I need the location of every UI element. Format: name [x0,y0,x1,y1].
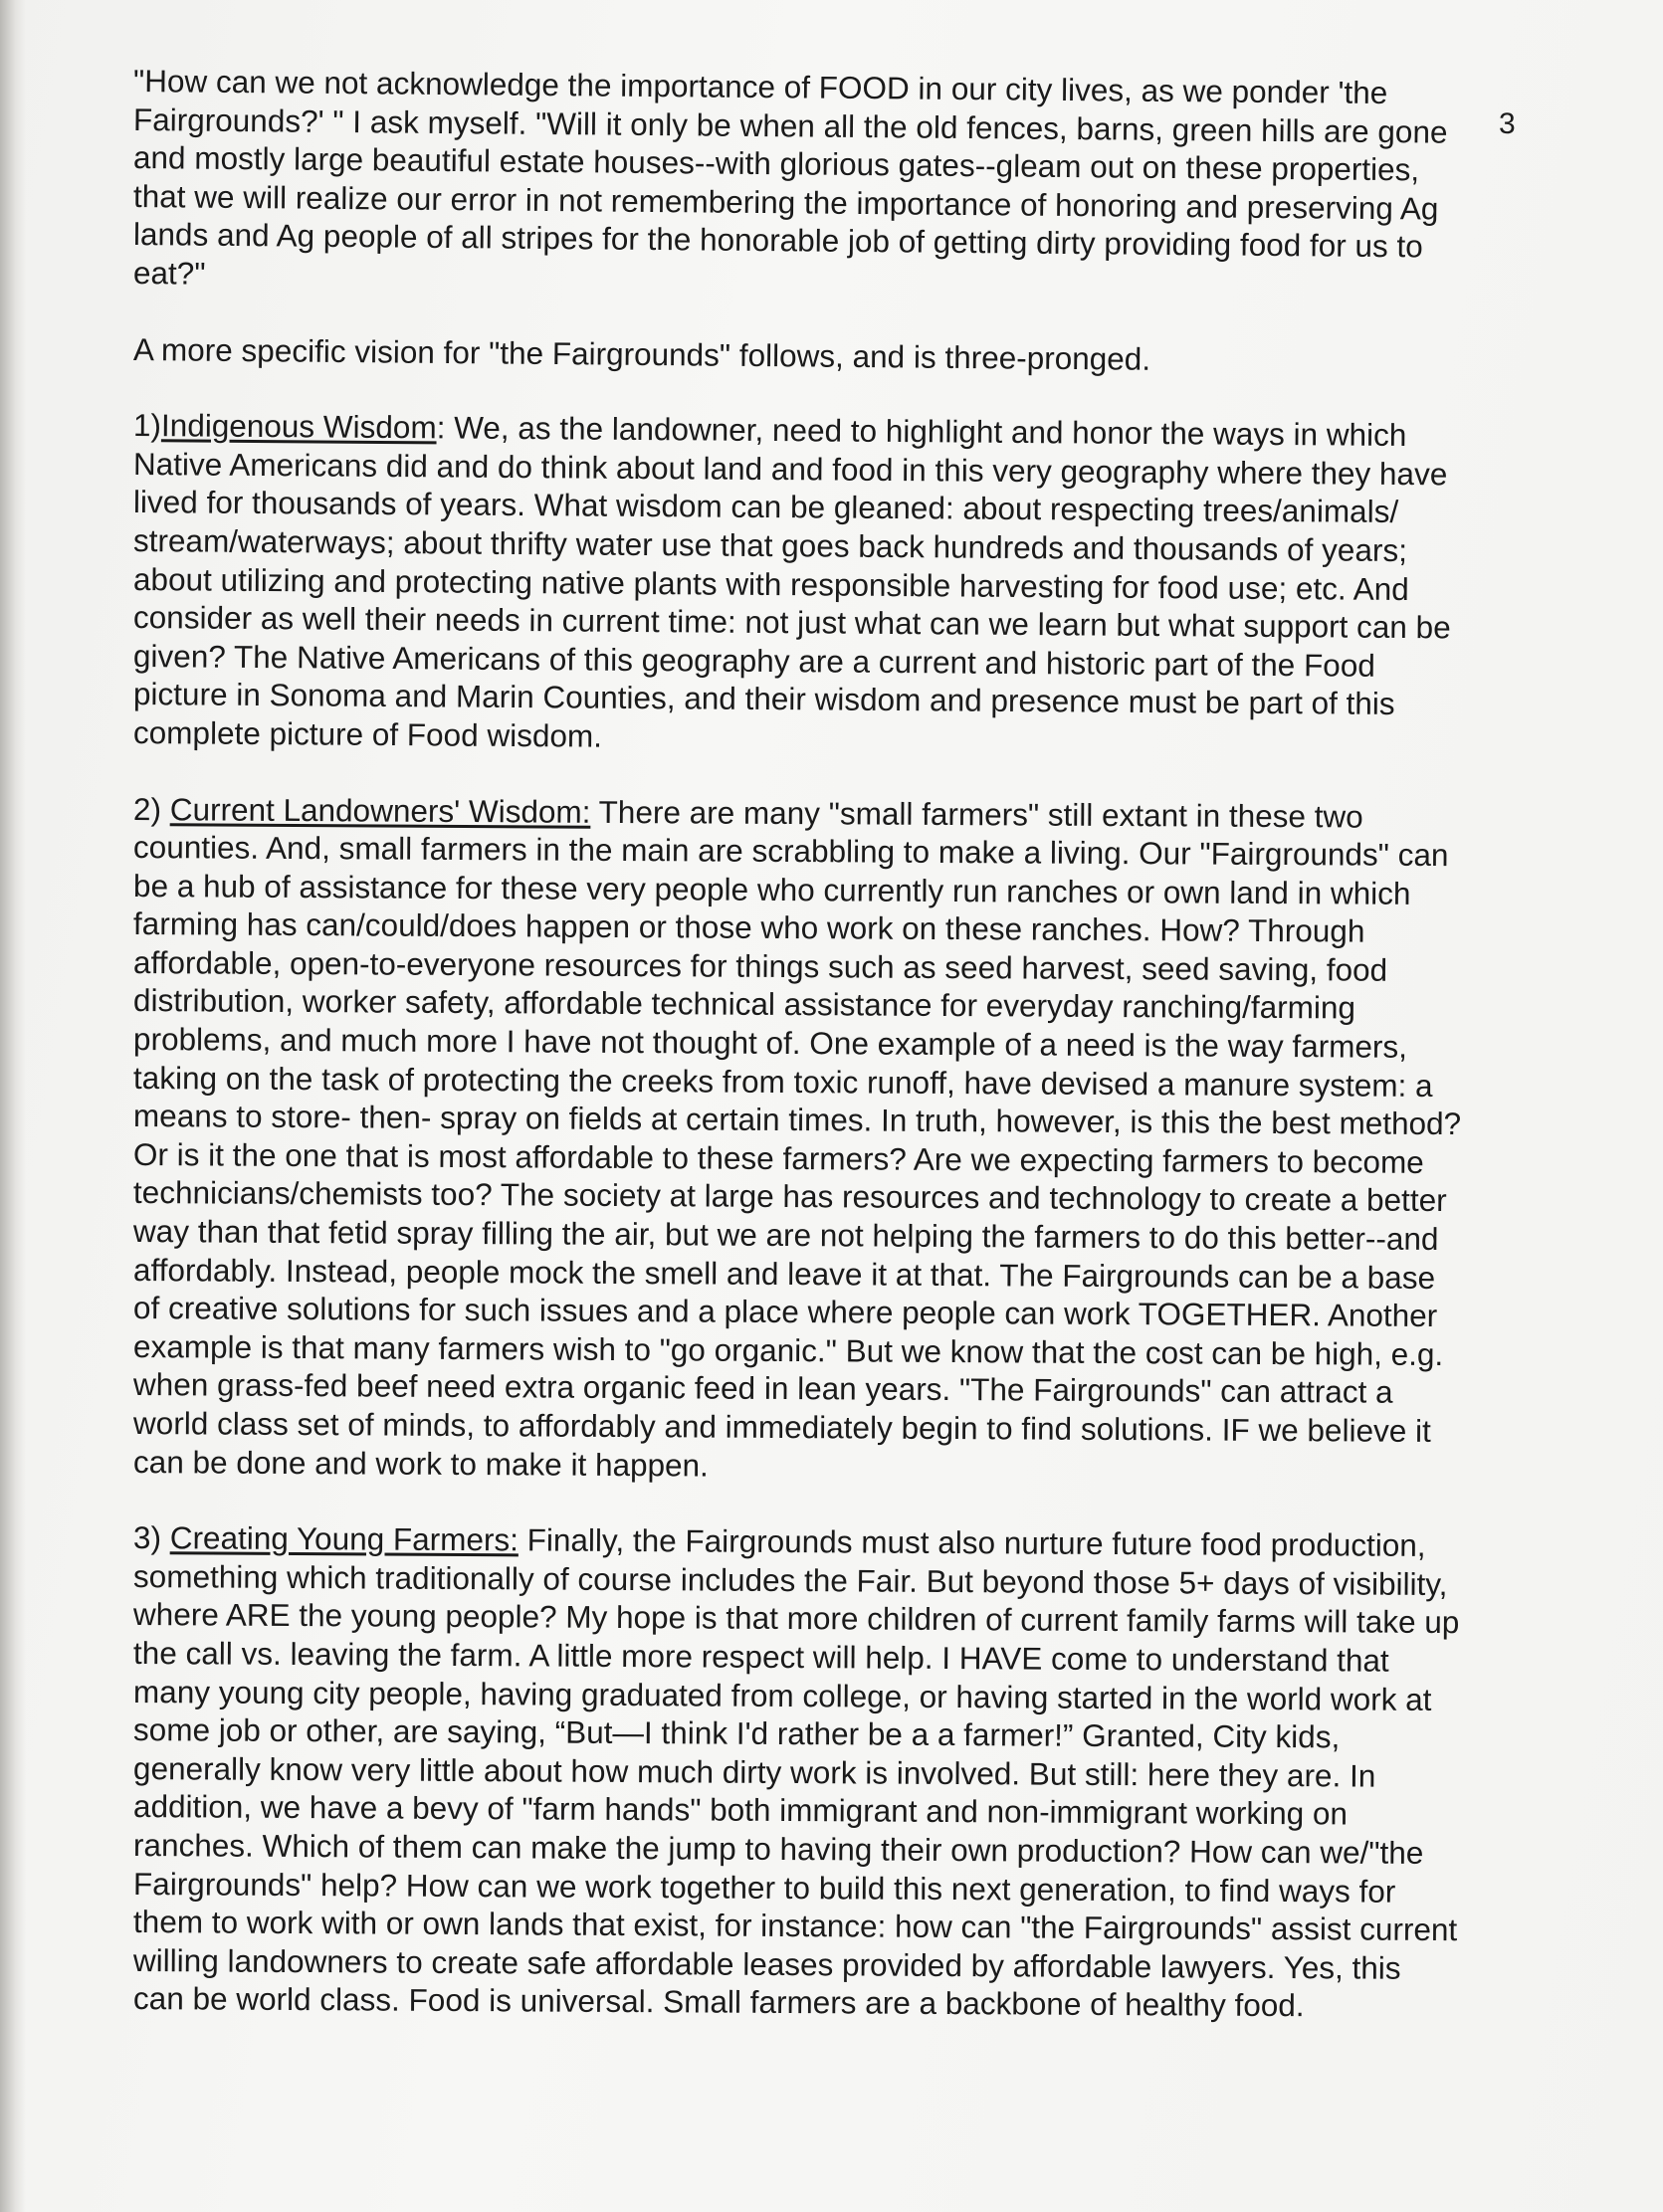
text-line: farming has can/could/does happen or those who work on these ranches. How? Through [132,905,1365,949]
section-number: 3) [132,1519,170,1556]
text-line: picture in Sonoma and Marin Counties, and their wisdom and presence must be part of this [132,676,1395,722]
text-line: affordably. Instead, people mock the smell and leave it at that. The Fairgrounds can be a base [132,1251,1436,1296]
text-line: generally know very little about how much dirty work is involved. But still: here they are. In [132,1749,1376,1794]
text-line: A more specific vision for "the Fairgrounds" follows, and is three-pronged. [132,330,1151,377]
text-line: problems, and much more I have not thought of. One example of a need is the way farmers, [132,1021,1408,1065]
text-line: addition, we have a bevy of "farm hands" both immigrant and non-immigrant working on [132,1788,1349,1832]
text-line: technicians/chemists too? The society at large has resources and technology to create a better [132,1174,1447,1219]
text-line: eat?" [132,254,206,292]
text-line: lived for thousands of years. What wisdom can be gleaned: about respecting trees/animals/ [132,484,1399,530]
text-line: when grass-fed beef need extra organic feed in lean years. "The Fairgrounds" can attract a [132,1366,1393,1411]
text-line: "How can we not acknowledge the importance of FOOD in our city lives, as we ponder 'the [132,63,1388,111]
text-line: the call vs. leaving the farm. A little more respect will help. I HAVE come to understand that [132,1634,1389,1679]
section-indigenous-wisdom [132,406,1507,754]
text-line: example is that many farmers wish to "go organic." But we know that the cost can be high, e.g. [132,1327,1444,1372]
text-line: Fairgrounds" help? How can we work together to build this next generation, to find ways for [132,1865,1396,1910]
text-line: many young city people, having graduated from college, or having started in the world work at [132,1673,1432,1717]
text-line: can be done and work to make it happen. [132,1443,709,1484]
text-line: about utilizing and protecting native plants with responsible harvesting for food use; etc. And [132,560,1409,607]
text-line: distribution, worker safety, affordable technical assistance for everyday ranching/farming [132,982,1356,1026]
text-line: given? The Native Americans of this geography are a current and historic part of the Food [132,637,1375,684]
text-line: Native Americans did and do think about land and food in this very geography where they have [132,445,1448,493]
section-creating-young-farmers [132,1518,1507,2024]
text-line: world class set of minds, to affordably and immediately begin to find solutions. IF we believe it [132,1405,1431,1449]
page-number: 3 [1499,107,1516,140]
section-first-line-text: : We, as the landowner, need to highlight and honor the ways in which [436,409,1407,454]
section-heading: Indigenous Wisdom [160,407,437,446]
text-line: them to work with or own lands that exist, for instance: how can "the Fairgrounds" assist current [132,1904,1458,1948]
section-number: 2) [132,790,170,827]
section-first-line-text: There are many "small farmers" still extant in these two [590,793,1363,835]
text-line: taking on the task of protecting the creeks from toxic runoff, have devised a manure system: a [132,1059,1433,1104]
text-line: that we will realize our error in not remembering the importance of honoring and preserving Ag [132,177,1439,227]
text-line: of creative solutions for such issues and a place where people can work TOGETHER. Another [132,1290,1438,1334]
text-line: something which traditionally of course includes the Fair. But beyond those 5+ days of visibility, [132,1557,1448,1602]
section-current-landowners-wisdom [133,790,1507,1482]
vision-paragraph [132,330,1507,377]
text-line: some job or other, are saying, “But—I think I'd rather be a a farmer!” Granted, City kids, [132,1711,1341,1755]
text-line: complete picture of Food wisdom. [132,713,603,754]
text-line: stream/waterways; about thrifty water use that goes back hundreds and thousands of years; [132,521,1408,568]
section-heading: Current Landowners' Wisdom: [169,790,591,830]
text-line: can be world class. Food is universal. Small farmers are a backbone of healthy food. [132,1980,1305,2024]
section-first-line-text: Finally, the Fairgrounds must also nurture future food production, [518,1521,1426,1564]
text-line: and mostly large beautiful estate houses--with glorious gates--gleam out on these properties, [132,139,1420,188]
text-line: affordable, open-to-everyone resources for things such as seed harvest, seed saving, food [132,943,1388,988]
text-line: counties. And, small farmers in the main are scrabbling to make a living. Our "Fairgrounds" can [132,829,1449,874]
section-heading: Creating Young Farmers: [169,1519,520,1558]
section-number: 1) [132,407,162,444]
text-line: willing landowners to create safe affordable leases provided by affordable lawyers. Yes, this [132,1941,1401,1986]
text-line: way than that fetid spray filling the air, but we are not helping the farmers to do this better--and [132,1213,1439,1258]
text-line: Fairgrounds?' " I ask myself. "Will it only be when all the old fences, barns, green hills are gone [132,101,1448,150]
text-line: ranches. Which of them can make the jump to having their own production? How can we/"the [132,1826,1424,1871]
intro-quote-paragraph [133,62,1507,293]
page-edge-shadow [0,0,26,2212]
text-line: lands and Ag people of all stripes for the honorable job of getting dirty providing food for us to [132,216,1423,265]
text-line: consider as well their needs in current time: not just what can we learn but what support can be [132,599,1451,646]
text-line: where ARE the young people? My hope is that more children of current family farms will take up [132,1596,1460,1641]
page-body [133,62,1507,2056]
text-line: means to store- then- spray on fields at certain times. In truth, however, is this the best method? [132,1098,1462,1142]
text-line: be a hub of assistance for these very people who currently run ranches or own land in which [132,867,1411,911]
text-line: Or is it the one that is most affordable to these farmers? Are we expecting farmers to become [132,1135,1424,1180]
